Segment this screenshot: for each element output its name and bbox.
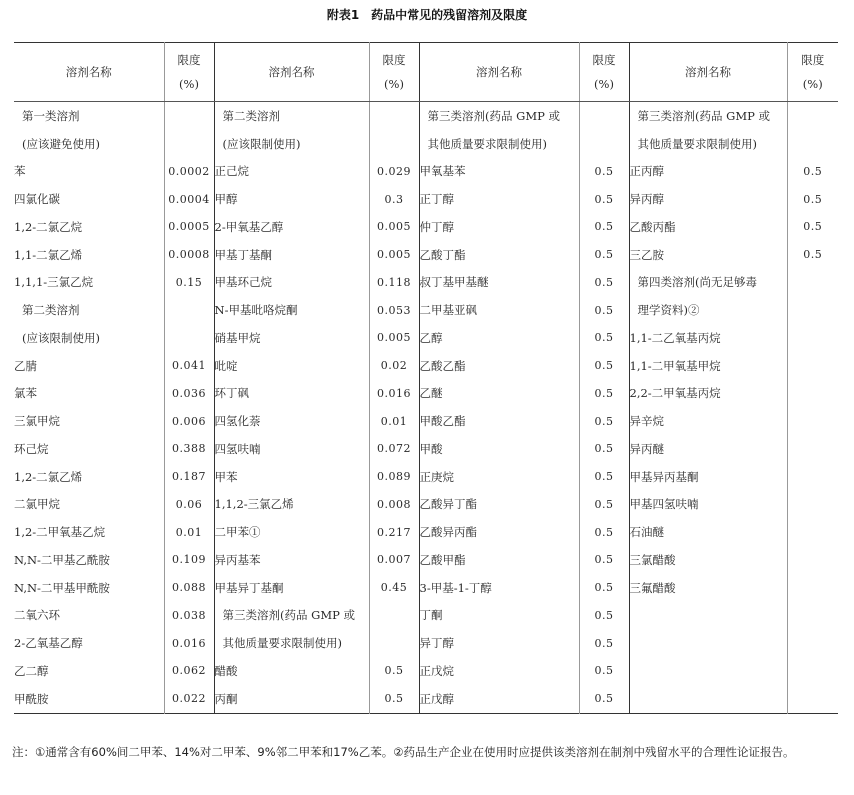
header-limit: 限度 (%) bbox=[369, 43, 419, 102]
solvent-name-cell: 甲醇 bbox=[214, 185, 369, 213]
limit-value-cell: 0.5 bbox=[579, 491, 629, 519]
solvent-name-cell: 吡啶 bbox=[214, 352, 369, 380]
limit-value-cell: 0.45 bbox=[369, 574, 419, 602]
limit-value-cell bbox=[787, 491, 838, 519]
limit-value-cell: 0.0004 bbox=[164, 185, 214, 213]
solvent-name-cell: 1,1-二氯乙烯 bbox=[14, 247, 83, 262]
table-row bbox=[14, 657, 838, 685]
table-body bbox=[14, 102, 838, 714]
limit-value-cell: 0.5 bbox=[579, 574, 629, 602]
solvent-name-cell: 甲基异丁基酮 bbox=[214, 574, 369, 602]
solvent-name-cell: 甲酸 bbox=[419, 435, 579, 463]
limit-value-cell: 0.008 bbox=[369, 491, 419, 519]
solvent-name-cell: 1,1-二乙氧基丙烷 bbox=[629, 324, 787, 352]
limit-value-cell: 0.15 bbox=[164, 269, 214, 297]
limit-value-cell: 0.029 bbox=[369, 158, 419, 186]
solvent-name-cell: 环己烷 bbox=[14, 441, 49, 456]
limit-value-cell: 0.041 bbox=[164, 352, 214, 380]
header-solvent-name: 溶剂名称 bbox=[214, 43, 369, 102]
limit-value-cell: 0.06 bbox=[164, 491, 214, 519]
category-heading: (应该限制使用) bbox=[214, 130, 369, 158]
solvent-name-cell: 甲酰胺 bbox=[14, 691, 49, 706]
category-heading: 其他质量要求限制使用) bbox=[214, 629, 369, 657]
limit-value-cell: 0.5 bbox=[579, 213, 629, 241]
solvent-name-cell: 异丙基苯 bbox=[214, 546, 369, 574]
table-row bbox=[14, 685, 838, 713]
limit-value-cell: 0.5 bbox=[579, 518, 629, 546]
limit-value-cell bbox=[787, 435, 838, 463]
limit-value-cell bbox=[787, 629, 838, 657]
table-row bbox=[14, 130, 838, 158]
solvent-name-cell: 甲氧基苯 bbox=[419, 158, 579, 186]
limit-value-cell bbox=[787, 602, 838, 630]
limit-value-cell: 0.0005 bbox=[164, 213, 214, 241]
limit-value-cell: 0.5 bbox=[579, 324, 629, 352]
limit-value-cell: 0.118 bbox=[369, 269, 419, 297]
solvent-name-cell: 二氯甲烷 bbox=[14, 497, 60, 512]
limit-value-cell: 0.5 bbox=[369, 657, 419, 685]
table-row bbox=[14, 491, 838, 519]
solvent-name-cell: 乙酸丙酯 bbox=[629, 213, 787, 241]
solvent-name-cell bbox=[629, 685, 787, 713]
limit-value-cell: 0.5 bbox=[579, 185, 629, 213]
table-row bbox=[14, 574, 838, 602]
solvent-name-cell: N,N-二甲基乙酰胺 bbox=[14, 552, 110, 567]
solvent-name-cell: 叔丁基甲基醚 bbox=[419, 269, 579, 297]
solvent-name-cell: 乙酸甲酯 bbox=[419, 546, 579, 574]
limit-value-cell: 0.3 bbox=[369, 185, 419, 213]
solvent-name-cell: N-甲基吡咯烷酮 bbox=[214, 296, 369, 324]
solvent-name-cell bbox=[629, 602, 787, 630]
solvent-name-cell: 正丙醇 bbox=[629, 158, 787, 186]
category-heading: 第三类溶剂(药品 GMP 或 bbox=[419, 102, 579, 130]
solvent-name-cell: 异丙醚 bbox=[629, 435, 787, 463]
solvent-name-cell: 正戊烷 bbox=[419, 657, 579, 685]
solvent-name-cell bbox=[629, 657, 787, 685]
table-row bbox=[14, 241, 838, 269]
solvent-name-cell: 乙酸异丁酯 bbox=[419, 491, 579, 519]
limit-value-cell bbox=[787, 324, 838, 352]
limit-value-cell: 0.005 bbox=[369, 324, 419, 352]
solvent-name-cell: 正戊醇 bbox=[419, 685, 579, 713]
limit-value-cell: 0.5 bbox=[579, 158, 629, 186]
limit-value-cell: 0.5 bbox=[579, 380, 629, 408]
header-limit: 限度 (%) bbox=[787, 43, 838, 102]
solvent-name-cell: 石油醚 bbox=[629, 518, 787, 546]
limit-value-cell: 0.02 bbox=[369, 352, 419, 380]
limit-value-cell bbox=[164, 296, 214, 324]
category-heading: (应该避免使用) bbox=[22, 136, 100, 151]
limit-value-cell bbox=[164, 102, 214, 130]
solvent-name-cell: 2,2-二甲氧基丙烷 bbox=[629, 380, 787, 408]
limit-value-cell: 0.0002 bbox=[164, 158, 214, 186]
limit-value-cell bbox=[787, 352, 838, 380]
table-row bbox=[14, 629, 838, 657]
limit-value-cell: 0.388 bbox=[164, 435, 214, 463]
limit-value-cell: 0.5 bbox=[369, 685, 419, 713]
limit-value-cell: 0.5 bbox=[579, 407, 629, 435]
limit-value-cell bbox=[787, 574, 838, 602]
table-title: 附表1 药品中常见的残留溶剂及限度 bbox=[326, 8, 528, 22]
limit-value-cell bbox=[787, 463, 838, 491]
table-row bbox=[14, 435, 838, 463]
limit-value-cell: 0.5 bbox=[579, 546, 629, 574]
solvent-name-cell: 甲苯 bbox=[214, 463, 369, 491]
limit-value-cell bbox=[164, 324, 214, 352]
solvent-name-cell: 2-甲氧基乙醇 bbox=[214, 213, 369, 241]
solvent-name-cell: 异丙醇 bbox=[629, 185, 787, 213]
table-row bbox=[14, 269, 838, 297]
limit-value-cell bbox=[369, 629, 419, 657]
category-heading: 其他质量要求限制使用) bbox=[419, 130, 579, 158]
category-heading: 理学资料)② bbox=[629, 296, 787, 324]
header-solvent-name: 溶剂名称 bbox=[629, 43, 787, 102]
header-limit: 限度 (%) bbox=[579, 43, 629, 102]
solvent-name-cell: 2-乙氧基乙醇 bbox=[14, 636, 83, 651]
limit-value-cell: 0.01 bbox=[369, 407, 419, 435]
solvent-name-cell: 1,1-二甲氧基甲烷 bbox=[629, 352, 787, 380]
table-row bbox=[14, 185, 838, 213]
limit-value-cell: 0.5 bbox=[579, 657, 629, 685]
limit-value-cell bbox=[369, 130, 419, 158]
category-heading: (应该限制使用) bbox=[22, 330, 100, 345]
limit-value-cell: 0.5 bbox=[579, 241, 629, 269]
limit-value-cell: 0.089 bbox=[369, 463, 419, 491]
limit-value-cell: 0.5 bbox=[579, 629, 629, 657]
limit-value-cell: 0.5 bbox=[787, 241, 838, 269]
solvent-name-cell: 1,1,1-三氯乙烷 bbox=[14, 275, 94, 290]
limit-value-cell: 0.109 bbox=[164, 546, 214, 574]
category-heading: 第一类溶剂 bbox=[22, 108, 80, 123]
limit-value-cell: 0.088 bbox=[164, 574, 214, 602]
solvent-name-cell: 三氟醋酸 bbox=[629, 574, 787, 602]
limit-value-cell: 0.5 bbox=[787, 185, 838, 213]
category-heading: 其他质量要求限制使用) bbox=[629, 130, 787, 158]
limit-value-cell: 0.062 bbox=[164, 657, 214, 685]
solvent-name-cell: 异丁醇 bbox=[419, 629, 579, 657]
solvent-name-cell: 乙二醇 bbox=[14, 663, 49, 678]
limit-value-cell: 0.016 bbox=[369, 380, 419, 408]
limit-value-cell bbox=[787, 407, 838, 435]
solvent-name-cell: 四氢化萘 bbox=[214, 407, 369, 435]
limit-value-cell: 0.006 bbox=[164, 407, 214, 435]
solvent-name-cell: 异辛烷 bbox=[629, 407, 787, 435]
limit-value-cell bbox=[787, 546, 838, 574]
table-row bbox=[14, 158, 838, 186]
solvent-name-cell: 苯 bbox=[14, 164, 26, 179]
solvent-name-cell: 二甲基亚砜 bbox=[419, 296, 579, 324]
category-heading: 第四类溶剂(尚无足够毒 bbox=[629, 269, 787, 297]
limit-value-cell bbox=[579, 102, 629, 130]
solvent-name-cell: 甲基丁基酮 bbox=[214, 241, 369, 269]
limit-value-cell: 0.053 bbox=[369, 296, 419, 324]
limit-value-cell: 0.016 bbox=[164, 629, 214, 657]
category-heading: 第二类溶剂 bbox=[214, 102, 369, 130]
table-row bbox=[14, 546, 838, 574]
limit-value-cell bbox=[787, 102, 838, 130]
solvent-name-cell: 甲基环己烷 bbox=[214, 269, 369, 297]
solvent-name-cell: 正庚烷 bbox=[419, 463, 579, 491]
limit-value-cell: 0.0008 bbox=[164, 241, 214, 269]
solvent-name-cell: 乙腈 bbox=[14, 358, 37, 373]
limit-value-cell: 0.005 bbox=[369, 241, 419, 269]
limit-value-cell: 0.005 bbox=[369, 213, 419, 241]
solvent-name-cell: 四氯化碳 bbox=[14, 192, 60, 207]
limit-value-cell: 0.072 bbox=[369, 435, 419, 463]
header-solvent-name: 溶剂名称 bbox=[14, 43, 164, 102]
category-heading: 第三类溶剂(药品 GMP 或 bbox=[629, 102, 787, 130]
limit-value-cell: 0.5 bbox=[787, 158, 838, 186]
limit-value-cell bbox=[787, 685, 838, 713]
solvent-name-cell: 1,2-二氯乙烷 bbox=[14, 219, 83, 234]
solvent-name-cell: 乙醚 bbox=[419, 380, 579, 408]
solvent-name-cell: 乙酸乙酯 bbox=[419, 352, 579, 380]
limit-value-cell: 0.187 bbox=[164, 463, 214, 491]
table-row bbox=[14, 352, 838, 380]
limit-value-cell: 0.022 bbox=[164, 685, 214, 713]
table-row bbox=[14, 380, 838, 408]
solvent-name-cell: 3-甲基-1-丁醇 bbox=[419, 574, 579, 602]
solvent-name-cell: 1,2-二氯乙烯 bbox=[14, 469, 83, 484]
table-row bbox=[14, 602, 838, 630]
solvent-name-cell: 乙醇 bbox=[419, 324, 579, 352]
limit-value-cell: 0.5 bbox=[579, 269, 629, 297]
limit-value-cell: 0.01 bbox=[164, 518, 214, 546]
table-header bbox=[14, 43, 838, 102]
limit-value-cell: 0.038 bbox=[164, 602, 214, 630]
footnote: 注：①通常含有60%间二甲苯、14%对二甲苯、9%邻二甲苯和17%乙苯。②药品生产企业在使用时应提供该类溶剂在制剂中残留水平的合理性论证报告。 bbox=[12, 745, 795, 759]
solvent-name-cell: 1,1,2-三氯乙烯 bbox=[214, 491, 369, 519]
limit-value-cell bbox=[787, 518, 838, 546]
table-row bbox=[14, 463, 838, 491]
solvent-name-cell: 仲丁醇 bbox=[419, 213, 579, 241]
solvent-name-cell: 硝基甲烷 bbox=[214, 324, 369, 352]
solvent-table bbox=[14, 42, 838, 714]
limit-value-cell: 0.5 bbox=[579, 296, 629, 324]
solvent-name-cell: 二甲苯① bbox=[214, 518, 369, 546]
limit-value-cell: 0.5 bbox=[579, 352, 629, 380]
solvent-name-cell: 甲基四氢呋喃 bbox=[629, 491, 787, 519]
header-solvent-name: 溶剂名称 bbox=[419, 43, 579, 102]
table-row bbox=[14, 407, 838, 435]
limit-value-cell bbox=[369, 602, 419, 630]
limit-value-cell: 0.5 bbox=[579, 463, 629, 491]
solvent-name-cell: 正己烷 bbox=[214, 158, 369, 186]
solvent-name-cell: 甲基异丙基酮 bbox=[629, 463, 787, 491]
table-row bbox=[14, 518, 838, 546]
limit-value-cell bbox=[787, 657, 838, 685]
limit-value-cell bbox=[787, 380, 838, 408]
limit-value-cell bbox=[787, 269, 838, 297]
solvent-name-cell: 环丁砜 bbox=[214, 380, 369, 408]
limit-value-cell: 0.5 bbox=[579, 602, 629, 630]
limit-value-cell bbox=[164, 130, 214, 158]
solvent-name-cell: 乙酸丁酯 bbox=[419, 241, 579, 269]
solvent-name-cell: 三乙胺 bbox=[629, 241, 787, 269]
solvent-name-cell: N,N-二甲基甲酰胺 bbox=[14, 580, 110, 595]
limit-value-cell: 0.036 bbox=[164, 380, 214, 408]
solvent-name-cell: 乙酸异丙酯 bbox=[419, 518, 579, 546]
limit-value-cell bbox=[579, 130, 629, 158]
limit-value-cell: 0.007 bbox=[369, 546, 419, 574]
solvent-name-cell: 丙酮 bbox=[214, 685, 369, 713]
limit-value-cell: 0.5 bbox=[787, 213, 838, 241]
solvent-name-cell: 1,2-二甲氧基乙烷 bbox=[14, 525, 106, 540]
table-row bbox=[14, 324, 838, 352]
solvent-name-cell: 四氢呋喃 bbox=[214, 435, 369, 463]
limit-value-cell bbox=[369, 102, 419, 130]
limit-value-cell bbox=[787, 296, 838, 324]
solvent-name-cell: 醋酸 bbox=[214, 657, 369, 685]
category-heading: 第三类溶剂(药品 GMP 或 bbox=[214, 602, 369, 630]
category-heading: 第二类溶剂 bbox=[22, 303, 80, 318]
solvent-name-cell: 三氯甲烷 bbox=[14, 414, 60, 429]
header-limit: 限度 (%) bbox=[164, 43, 214, 102]
limit-value-cell bbox=[787, 130, 838, 158]
table-row bbox=[14, 213, 838, 241]
solvent-name-cell: 三氯醋酸 bbox=[629, 546, 787, 574]
table-row bbox=[14, 102, 838, 130]
solvent-name-cell bbox=[629, 629, 787, 657]
table-row bbox=[14, 296, 838, 324]
limit-value-cell: 0.217 bbox=[369, 518, 419, 546]
limit-value-cell: 0.5 bbox=[579, 685, 629, 713]
solvent-name-cell: 氯苯 bbox=[14, 386, 37, 401]
solvent-name-cell: 二氧六环 bbox=[14, 608, 60, 623]
limit-value-cell: 0.5 bbox=[579, 435, 629, 463]
solvent-name-cell: 丁酮 bbox=[419, 602, 579, 630]
solvent-name-cell: 正丁醇 bbox=[419, 185, 579, 213]
solvent-name-cell: 甲酸乙酯 bbox=[419, 407, 579, 435]
